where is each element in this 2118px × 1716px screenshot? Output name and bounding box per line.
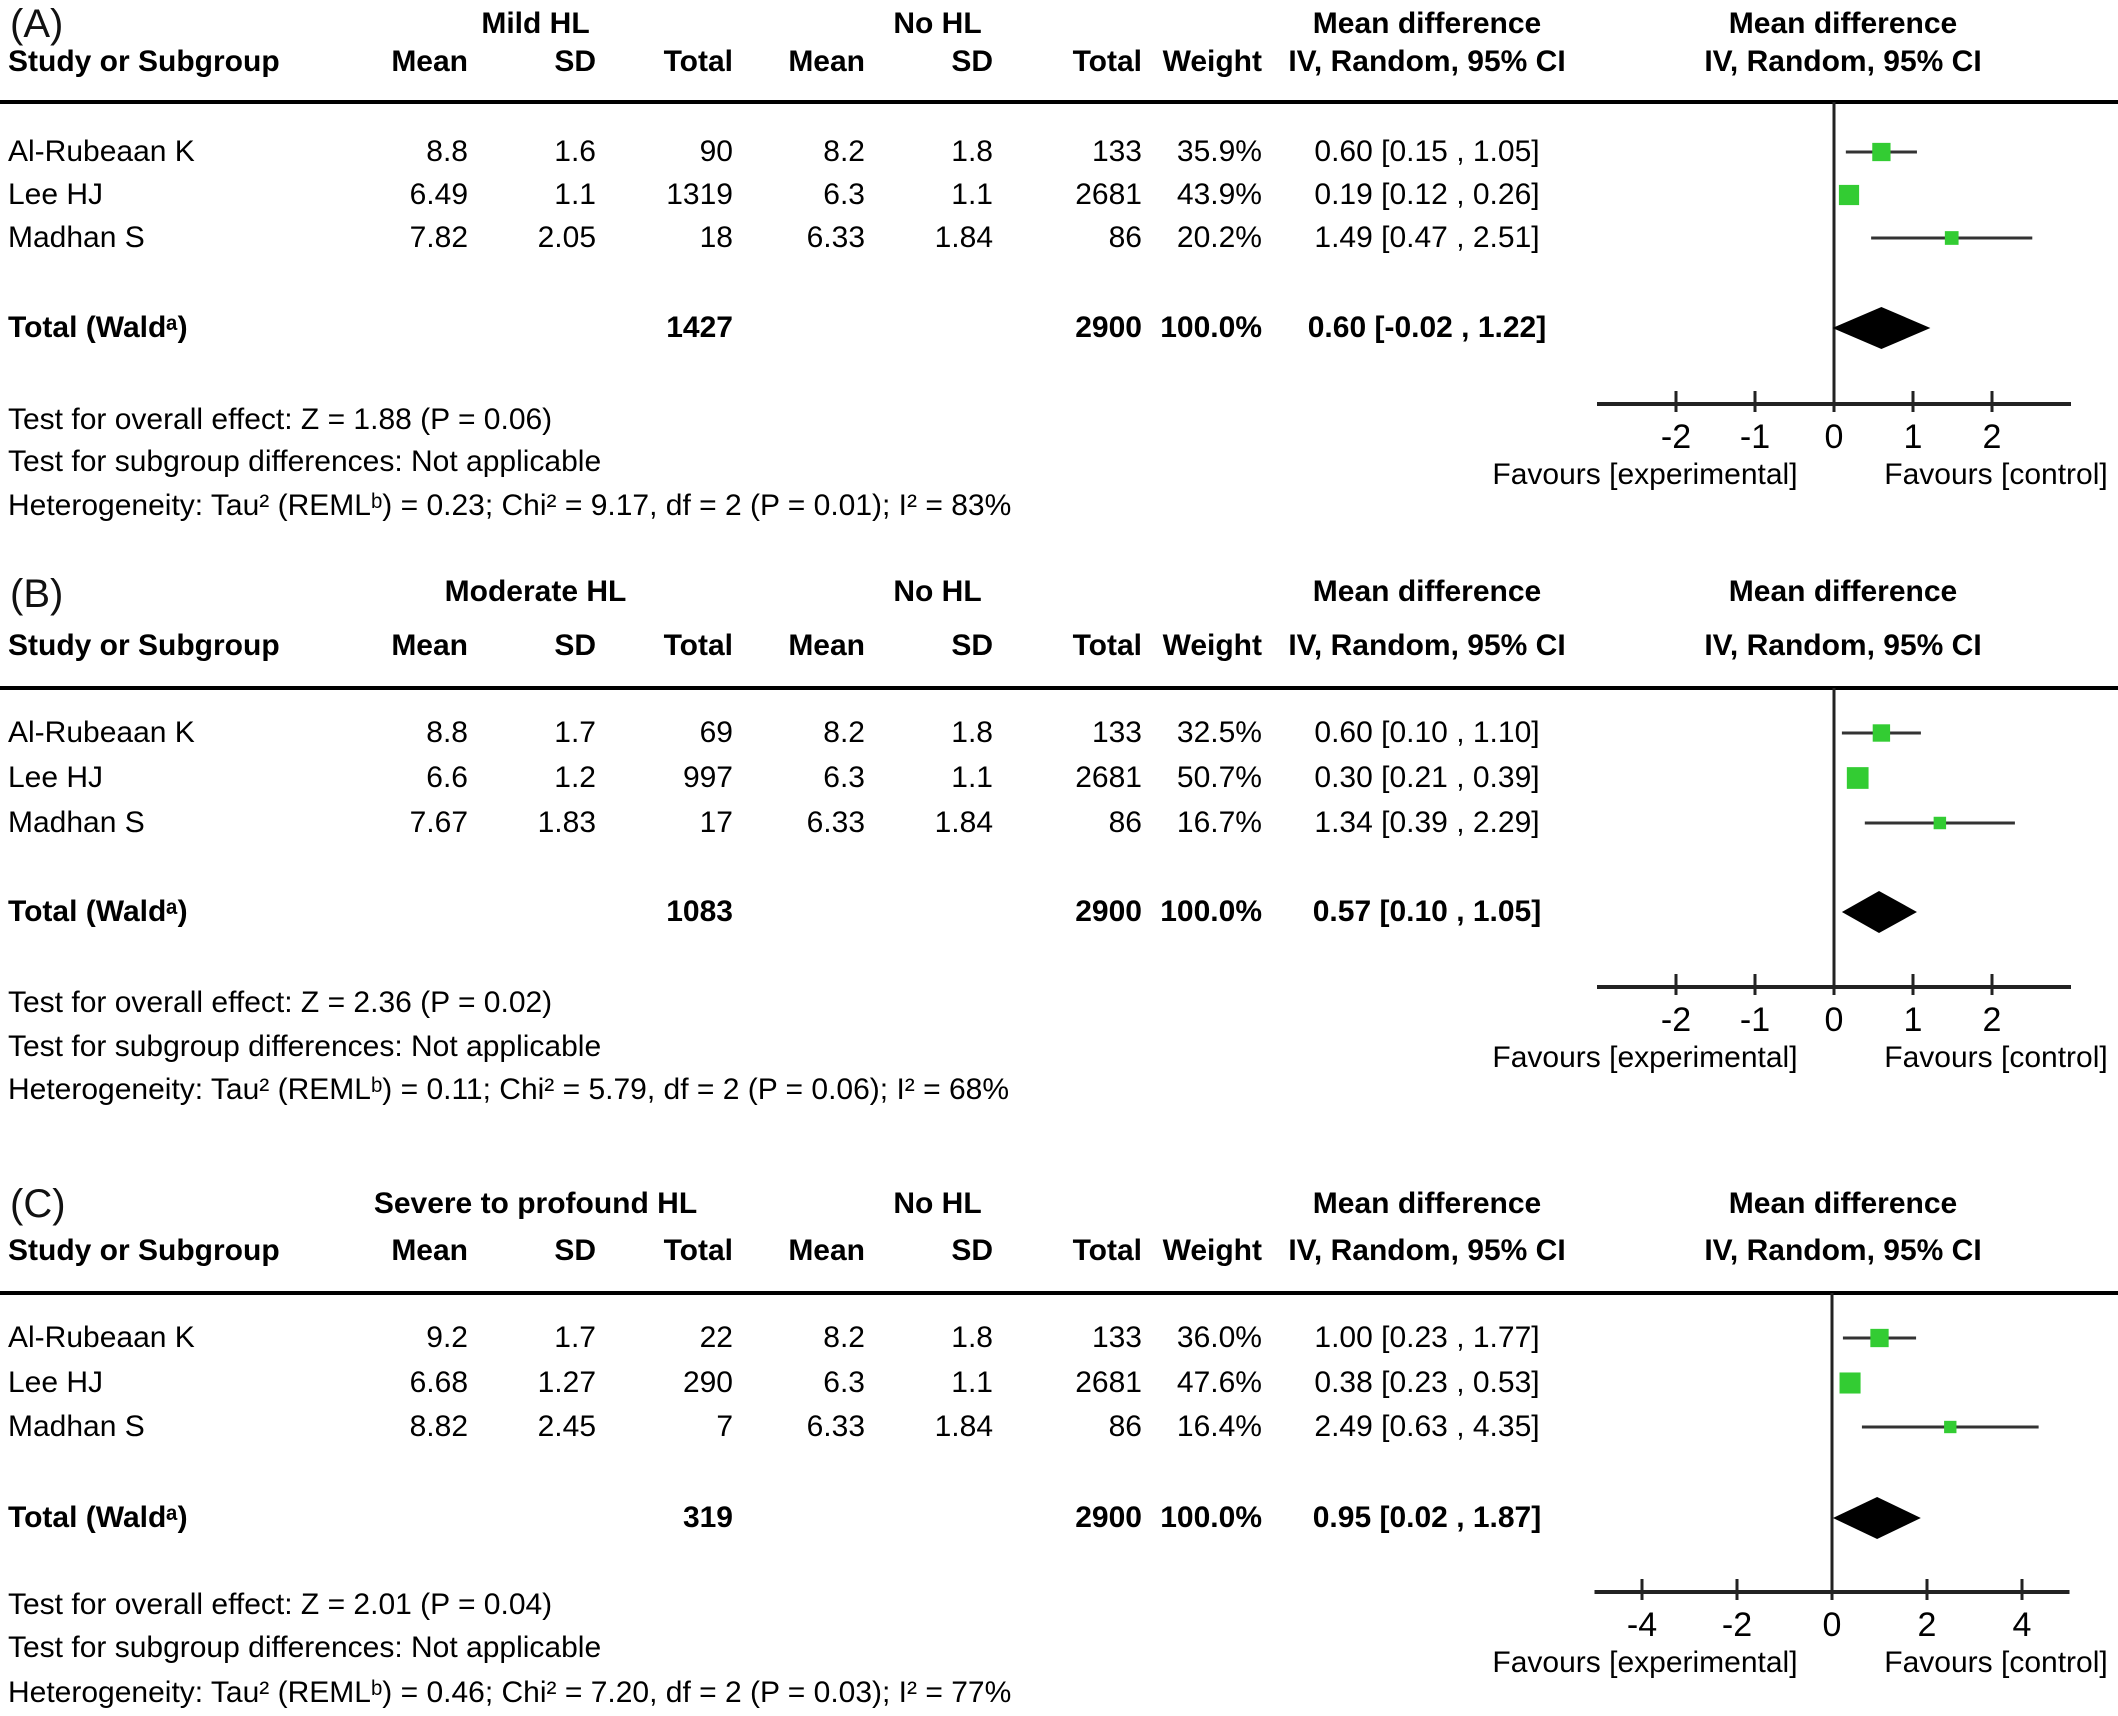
- study-name: Madhan S: [8, 221, 145, 254]
- col-total-exp-header: Total: [663, 1234, 733, 1267]
- study-row: [8, 134, 1592, 170]
- plot-method-header: IV, Random, 95% CI: [1704, 45, 1982, 78]
- col-mean-ctl-header: Mean: [788, 629, 865, 662]
- effect-square: [1870, 1329, 1888, 1347]
- mean-exp-cell: 6.6: [426, 761, 468, 794]
- weight-cell: 36.0%: [1176, 1321, 1262, 1354]
- axis-tick-label: -1: [1739, 418, 1771, 456]
- sd-exp-cell: 1.7: [554, 1321, 596, 1354]
- favours-right-label: Favours [control]: [1884, 458, 2108, 491]
- mean-ctl-cell: 6.3: [823, 1366, 865, 1399]
- sd-ctl-cell: 1.1: [951, 761, 993, 794]
- col-mean-ctl-header: Mean: [788, 45, 865, 78]
- col-sd-ctl-header: SD: [951, 45, 993, 78]
- axis-tick-label: 0: [1824, 1001, 1844, 1039]
- total-exp-n: 319: [682, 1501, 733, 1534]
- col-sd-ctl-header: SD: [951, 629, 993, 662]
- mean-exp-cell: 7.82: [409, 221, 468, 254]
- weight-cell: 20.2%: [1176, 221, 1262, 254]
- total-ctl-n: 2900: [1075, 1501, 1142, 1534]
- axis-tick-label: 1: [1903, 418, 1923, 456]
- favours-left-label: Favours [experimental]: [1492, 1646, 1798, 1679]
- subgroup-difference-note: Test for subgroup differences: Not applicable: [8, 1631, 602, 1664]
- control-group-header: No HL: [893, 1187, 982, 1220]
- weight-cell: 50.7%: [1176, 761, 1262, 794]
- total-exp-cell: 1319: [666, 178, 733, 211]
- effect-square: [1944, 1421, 1956, 1433]
- col-total-exp-header: Total: [663, 629, 733, 662]
- mean-exp-cell: 8.8: [426, 135, 468, 168]
- plot-method-header: IV, Random, 95% CI: [1704, 1234, 1982, 1267]
- axis-tick-label: 0: [1824, 418, 1844, 456]
- total-ctl-cell: 86: [1108, 806, 1142, 839]
- mean-ctl-cell: 6.33: [806, 1410, 865, 1443]
- ci-text-cell: 1.49 [0.47 , 2.51]: [1314, 221, 1540, 254]
- group-header-row: [8, 574, 1592, 610]
- sd-ctl-cell: 1.8: [951, 1321, 993, 1354]
- mean-exp-cell: 8.8: [426, 716, 468, 749]
- ci-text-cell: 0.60 [0.10 , 1.10]: [1314, 716, 1540, 749]
- total-ctl-n: 2900: [1075, 895, 1142, 928]
- axis-tick-label: 1: [1903, 1001, 1923, 1039]
- axis-tick-label: -1: [1739, 1001, 1771, 1039]
- mean-exp-cell: 8.82: [409, 1410, 468, 1443]
- effect-square: [1839, 185, 1859, 205]
- axis-tick-label: 0: [1822, 1606, 1842, 1644]
- sd-ctl-cell: 1.84: [934, 1410, 993, 1443]
- col-study-header: Study or Subgroup: [8, 45, 280, 78]
- col-study-header: Study or Subgroup: [8, 1234, 280, 1267]
- control-group-header: No HL: [893, 575, 982, 608]
- mean-ctl-cell: 6.33: [806, 221, 865, 254]
- sd-ctl-cell: 1.84: [934, 806, 993, 839]
- column-header-row: [8, 628, 1592, 664]
- axis-tick-label: 2: [1982, 1001, 2002, 1039]
- header-rule: [0, 100, 2118, 104]
- study-name: Al-Rubeaan K: [8, 716, 195, 749]
- heterogeneity-note: Heterogeneity: Tau² (REMLᵇ) = 0.23; Chi² = 9.17, df = 2 (P = 0.01); I² = 83%: [8, 489, 1012, 522]
- col-total-ctl-header: Total: [1072, 629, 1142, 662]
- subgroup-difference-note: Test for subgroup differences: Not applicable: [8, 1030, 602, 1063]
- overall-effect-note: Test for overall effect: Z = 2.36 (P = 0.02): [8, 986, 553, 1019]
- plot-effect-header: Mean difference: [1728, 575, 1958, 608]
- col-sd-exp-header: SD: [554, 629, 596, 662]
- total-exp-cell: 17: [699, 806, 733, 839]
- effect-header: Mean difference: [1312, 7, 1542, 40]
- axis-tick-label: 2: [1917, 1606, 1937, 1644]
- ci-text-cell: 1.34 [0.39 , 2.29]: [1314, 806, 1540, 839]
- total-diamond: [1842, 891, 1917, 933]
- axis-tick-label: -2: [1660, 418, 1692, 456]
- mean-ctl-cell: 8.2: [823, 1321, 865, 1354]
- effect-square: [1847, 767, 1869, 789]
- panel-label: (B): [10, 572, 64, 616]
- total-ctl-cell: 2681: [1075, 761, 1142, 794]
- axis-tick-label: -4: [1626, 1606, 1658, 1644]
- col-total-ctl-header: Total: [1072, 1234, 1142, 1267]
- sd-ctl-cell: 1.8: [951, 716, 993, 749]
- col-mean-ctl-header: Mean: [788, 1234, 865, 1267]
- mean-ctl-cell: 6.3: [823, 761, 865, 794]
- header-rule: [0, 1291, 2118, 1295]
- total-exp-n: 1427: [666, 311, 733, 344]
- sd-exp-cell: 1.2: [554, 761, 596, 794]
- sd-exp-cell: 1.7: [554, 716, 596, 749]
- weight-cell: 47.6%: [1176, 1366, 1262, 1399]
- mean-exp-cell: 7.67: [409, 806, 468, 839]
- ci-text-cell: 0.19 [0.12 , 0.26]: [1314, 178, 1540, 211]
- effect-header: Mean difference: [1312, 575, 1542, 608]
- col-weight-header: Weight: [1162, 629, 1262, 662]
- weight-cell: 32.5%: [1176, 716, 1262, 749]
- sd-exp-cell: 1.27: [537, 1366, 596, 1399]
- total-exp-cell: 90: [699, 135, 733, 168]
- weight-cell: 16.7%: [1176, 806, 1262, 839]
- total-row: [8, 894, 1592, 930]
- sd-exp-cell: 2.45: [537, 1410, 596, 1443]
- total-ci-text: 0.57 [0.10 , 1.05]: [1312, 895, 1542, 928]
- experimental-group-header: Moderate HL: [444, 575, 627, 608]
- ci-text-cell: 1.00 [0.23 , 1.77]: [1314, 1321, 1540, 1354]
- favours-left-label: Favours [experimental]: [1492, 458, 1798, 491]
- col-sd-exp-header: SD: [554, 1234, 596, 1267]
- axis-tick-label: -2: [1721, 1606, 1753, 1644]
- total-ctl-n: 2900: [1075, 311, 1142, 344]
- ci-text-cell: 0.38 [0.23 , 0.53]: [1314, 1366, 1540, 1399]
- effect-square: [1873, 724, 1890, 741]
- group-header-row: [8, 6, 1592, 42]
- total-exp-cell: 18: [699, 221, 733, 254]
- overall-effect-note: Test for overall effect: Z = 2.01 (P = 0.04): [8, 1588, 553, 1621]
- sd-exp-cell: 1.83: [537, 806, 596, 839]
- total-ctl-cell: 133: [1091, 135, 1142, 168]
- plot-effect-header: Mean difference: [1728, 7, 1958, 40]
- heterogeneity-note: Heterogeneity: Tau² (REMLᵇ) = 0.11; Chi² = 5.79, df = 2 (P = 0.06); I² = 68%: [8, 1073, 1010, 1106]
- mean-ctl-cell: 6.3: [823, 178, 865, 211]
- total-weight: 100.0%: [1160, 311, 1262, 344]
- col-ci-header: IV, Random, 95% CI: [1288, 629, 1566, 662]
- total-diamond: [1832, 307, 1930, 349]
- ci-text-cell: 0.60 [0.15 , 1.05]: [1314, 135, 1540, 168]
- total-ctl-cell: 133: [1091, 716, 1142, 749]
- total-weight: 100.0%: [1160, 895, 1262, 928]
- experimental-group-header: Severe to profound HL: [373, 1187, 698, 1220]
- col-ci-header: IV, Random, 95% CI: [1288, 1234, 1566, 1267]
- total-ctl-cell: 2681: [1075, 178, 1142, 211]
- sd-ctl-cell: 1.84: [934, 221, 993, 254]
- ci-text-cell: 0.30 [0.21 , 0.39]: [1314, 761, 1540, 794]
- total-ctl-cell: 133: [1091, 1321, 1142, 1354]
- study-name: Madhan S: [8, 806, 145, 839]
- total-ctl-cell: 2681: [1075, 1366, 1142, 1399]
- weight-cell: 35.9%: [1176, 135, 1262, 168]
- sd-exp-cell: 1.6: [554, 135, 596, 168]
- total-exp-cell: 7: [716, 1410, 733, 1443]
- effect-square: [1840, 1372, 1861, 1393]
- panel-label: (A): [10, 2, 64, 46]
- study-row: [8, 220, 1592, 256]
- sd-ctl-cell: 1.8: [951, 135, 993, 168]
- ci-text-cell: 2.49 [0.63 , 4.35]: [1314, 1410, 1540, 1443]
- col-mean-exp-header: Mean: [391, 45, 468, 78]
- header-rule: [0, 686, 2118, 690]
- favours-right-label: Favours [control]: [1884, 1646, 2108, 1679]
- mean-exp-cell: 9.2: [426, 1321, 468, 1354]
- subgroup-difference-note: Test for subgroup differences: Not applicable: [8, 445, 602, 478]
- mean-ctl-cell: 8.2: [823, 716, 865, 749]
- sd-ctl-cell: 1.1: [951, 178, 993, 211]
- total-exp-cell: 22: [699, 1321, 733, 1354]
- col-weight-header: Weight: [1162, 45, 1262, 78]
- study-row: [8, 1365, 1592, 1401]
- sd-ctl-cell: 1.1: [951, 1366, 993, 1399]
- total-label: Total (Waldᵃ): [8, 1501, 188, 1534]
- col-mean-exp-header: Mean: [391, 1234, 468, 1267]
- study-name: Lee HJ: [8, 1366, 104, 1399]
- overall-effect-note: Test for overall effect: Z = 1.88 (P = 0.06): [8, 403, 553, 436]
- total-ci-text: 0.60 [-0.02 , 1.22]: [1307, 311, 1547, 344]
- plot-method-header: IV, Random, 95% CI: [1704, 629, 1982, 662]
- study-row: [8, 805, 1592, 841]
- panel-label: (C): [10, 1182, 66, 1226]
- total-ctl-cell: 86: [1108, 221, 1142, 254]
- experimental-group-header: Mild HL: [481, 7, 590, 40]
- mean-exp-cell: 6.68: [409, 1366, 468, 1399]
- effect-square: [1872, 143, 1890, 161]
- favours-right-label: Favours [control]: [1884, 1041, 2108, 1074]
- col-mean-exp-header: Mean: [391, 629, 468, 662]
- total-exp-cell: 997: [682, 761, 733, 794]
- total-label: Total (Waldᵃ): [8, 895, 188, 928]
- axis-tick-label: 2: [1982, 418, 2002, 456]
- study-name: Lee HJ: [8, 178, 104, 211]
- study-name: Lee HJ: [8, 761, 104, 794]
- forest-panel-a: [0, 0, 2118, 560]
- col-sd-exp-header: SD: [554, 45, 596, 78]
- col-total-ctl-header: Total: [1072, 45, 1142, 78]
- group-header-row: [8, 1186, 1592, 1222]
- forest-panel-c: [0, 1160, 2118, 1716]
- weight-cell: 43.9%: [1176, 178, 1262, 211]
- effect-square: [1945, 231, 1959, 245]
- total-ci-text: 0.95 [0.02 , 1.87]: [1312, 1501, 1542, 1534]
- study-row: [8, 1320, 1592, 1356]
- column-header-row: [8, 44, 1592, 80]
- effect-header: Mean difference: [1312, 1187, 1542, 1220]
- sd-exp-cell: 1.1: [554, 178, 596, 211]
- study-row: [8, 1409, 1592, 1445]
- sd-exp-cell: 2.05: [537, 221, 596, 254]
- study-row: [8, 760, 1592, 796]
- col-weight-header: Weight: [1162, 1234, 1262, 1267]
- heterogeneity-note: Heterogeneity: Tau² (REMLᵇ) = 0.46; Chi² = 7.20, df = 2 (P = 0.03); I² = 77%: [8, 1676, 1012, 1709]
- favours-left-label: Favours [experimental]: [1492, 1041, 1798, 1074]
- total-exp-cell: 69: [699, 716, 733, 749]
- total-exp-n: 1083: [666, 895, 733, 928]
- axis-tick-label: 4: [2012, 1606, 2032, 1644]
- total-exp-cell: 290: [682, 1366, 733, 1399]
- study-row: [8, 177, 1592, 213]
- col-study-header: Study or Subgroup: [8, 629, 280, 662]
- study-name: Madhan S: [8, 1410, 145, 1443]
- col-sd-ctl-header: SD: [951, 1234, 993, 1267]
- total-ctl-cell: 86: [1108, 1410, 1142, 1443]
- weight-cell: 16.4%: [1176, 1410, 1262, 1443]
- total-diamond: [1833, 1497, 1921, 1539]
- mean-exp-cell: 6.49: [409, 178, 468, 211]
- total-row: [8, 310, 1592, 346]
- forest-panel-b: [0, 560, 2118, 1160]
- axis-tick-label: -2: [1660, 1001, 1692, 1039]
- column-header-row: [8, 1233, 1592, 1269]
- study-name: Al-Rubeaan K: [8, 135, 195, 168]
- col-total-exp-header: Total: [663, 45, 733, 78]
- study-row: [8, 715, 1592, 751]
- mean-ctl-cell: 8.2: [823, 135, 865, 168]
- control-group-header: No HL: [893, 7, 982, 40]
- total-label: Total (Waldᵃ): [8, 311, 188, 344]
- col-ci-header: IV, Random, 95% CI: [1288, 45, 1566, 78]
- effect-square: [1934, 817, 1946, 829]
- total-weight: 100.0%: [1160, 1501, 1262, 1534]
- plot-effect-header: Mean difference: [1728, 1187, 1958, 1220]
- total-row: [8, 1500, 1592, 1536]
- mean-ctl-cell: 6.33: [806, 806, 865, 839]
- study-name: Al-Rubeaan K: [8, 1321, 195, 1354]
